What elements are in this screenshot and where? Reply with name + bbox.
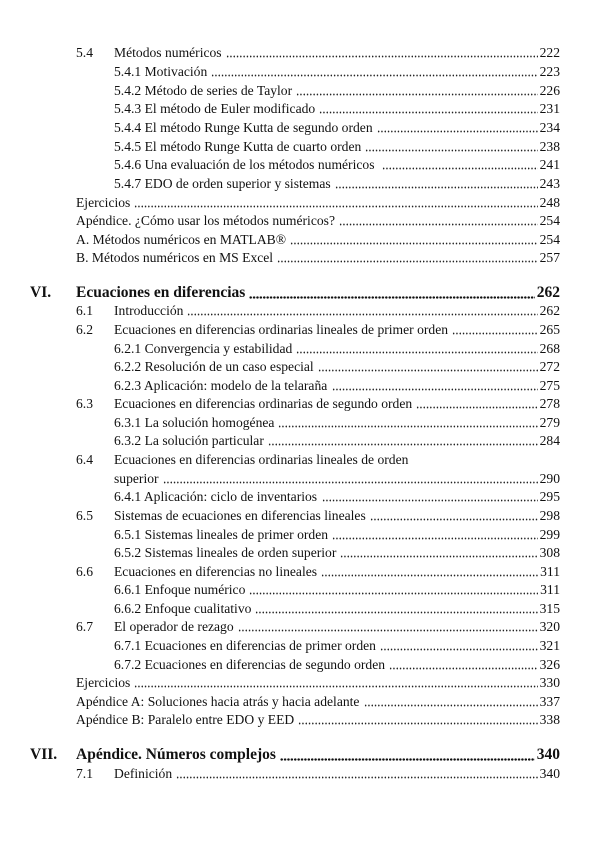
toc-entry-title: El operador de rezago [114,619,234,634]
toc-entry-row [0,692,600,711]
dot-leader [389,655,538,674]
toc-page-number: 223 [539,64,560,79]
toc-page-number: 311 [540,564,560,579]
dot-leader [176,764,537,783]
dot-leader [280,745,535,764]
toc-entry-row [0,301,600,320]
toc-entry-title: 6.7.1 Ecuaciones en diferencias de primer orden [114,638,376,653]
dot-leader [321,562,538,581]
toc-entry-title: 5.4.5 El método Runge Kutta de cuarto orden [114,139,362,154]
toc-entry-title: Introducción [114,303,184,318]
toc-entry-row [0,599,600,618]
toc-entry-title: 5.4.7 EDO de orden superior y sistemas [114,176,331,191]
toc-entry-title: 6.7.2 Ecuaciones en diferencias de segundo orden [114,657,386,672]
toc-entry-row [0,357,600,376]
toc-entry-title: 6.3.1 La solución homogénea [114,415,275,430]
toc-entry-title: 6.5.2 Sistemas lineales de orden superior [114,545,337,560]
dot-leader [318,357,538,376]
toc-entry-row [0,211,600,230]
toc-entry-row [0,99,600,118]
toc-entry-row [0,43,600,62]
toc-entry-row [0,764,600,783]
dot-leader [211,62,537,81]
toc-entry-title: superior [114,471,159,486]
toc-entry-row [0,413,600,432]
toc-page-number: 337 [539,694,560,709]
toc-page-number: 315 [539,601,560,616]
dot-leader [134,673,537,692]
toc-entry-number: 7.1 [76,766,93,781]
dot-leader [382,155,538,174]
toc-page-number: 272 [539,359,560,374]
dot-leader [278,413,537,432]
dot-leader [365,137,537,156]
toc-page-number: 275 [539,378,560,393]
toc-chapter-row [0,283,600,302]
toc-entry-title: Ejercicios [76,195,131,210]
toc-page-number: 290 [539,471,560,486]
toc-entry-title: 6.5.1 Sistemas lineales de primer orden [114,527,329,542]
toc-entry-title: Métodos numéricos [114,45,222,60]
toc-entry-title: Apéndice A: Soluciones hacia atrás y hacia adelante [76,694,360,709]
toc-entry-row [0,174,600,193]
toc-page-number: 254 [539,213,560,228]
toc-entry-title: 6.2.3 Aplicación: modelo de la telaraña [114,378,328,393]
toc-entry-title: Ecuaciones en diferencias ordinarias de segundo orden [114,396,413,411]
toc-entry-title: 5.4.3 El método de Euler modificado [114,101,316,116]
toc-entry-title: Ecuaciones en diferencias [76,284,246,301]
toc-entry-title: Definición [114,766,173,781]
toc-entry-title: 6.3.2 La solución particular [114,433,264,448]
toc-entry-number: 6.1 [76,303,93,318]
toc-page-number: 299 [539,527,560,542]
dot-leader [277,248,538,267]
toc-entry-row [0,636,600,655]
toc-entry-title: B. Métodos numéricos en MS Excel [76,250,274,265]
toc-page-number: 262 [539,303,560,318]
dot-leader [134,193,537,212]
toc-entry-row [0,81,600,100]
toc-entry-row [0,320,600,339]
toc-entry-title: 6.2.2 Resolución de un caso especial [114,359,314,374]
toc-entry-title: Ecuaciones en diferencias ordinarias lineales de orden [114,452,409,467]
dot-leader [249,283,534,302]
dot-leader [340,543,537,562]
toc-page-number: 295 [539,489,560,504]
toc-entry-title: 6.6.2 Enfoque cualitativo [114,601,252,616]
toc-entry-title: 6.2.1 Convergencia y estabilidad [114,341,293,356]
toc-page-number: 279 [539,415,560,430]
toc-entry-row [0,431,600,450]
toc-entry-row [0,376,600,395]
toc-entry-title: Ejercicios [76,675,131,690]
toc-entry-title: Apéndice. ¿Cómo usar los métodos numéricos? [76,213,335,228]
dot-leader [296,81,537,100]
toc-page-number: 231 [539,101,560,116]
toc-entry-row [0,193,600,212]
toc-entry-title: Ecuaciones en diferencias ordinarias lineales de primer orden [114,322,449,337]
toc-entry-number: 6.6 [76,564,93,579]
dot-leader [163,469,538,488]
toc-entry-row [0,487,600,506]
toc-entry-number: 6.4 [76,452,93,467]
toc-page-number: 330 [539,675,560,690]
dot-leader [364,692,537,711]
toc-entry-row [0,339,600,358]
dot-leader [377,118,538,137]
dot-leader [187,301,537,320]
dot-leader [290,230,538,249]
toc-entry-row [0,248,600,267]
toc-entry-title: 5.4.1 Motivación [114,64,208,79]
dot-leader [319,99,537,118]
toc-entry-row [0,710,600,729]
toc-entry-row [0,469,600,488]
toc-page-number: 238 [539,139,560,154]
toc-page-number: 265 [539,322,560,337]
dot-leader [322,487,538,506]
toc-entry-row [0,394,600,413]
toc-page-number: 243 [539,176,560,191]
toc-page-number: 234 [539,120,560,135]
toc-entry-row [0,562,600,581]
dot-leader [416,394,537,413]
dot-leader [452,320,538,339]
toc-entry-row [0,543,600,562]
dot-leader [268,431,538,450]
toc-entry-row [0,655,600,674]
toc-page-number: 248 [539,195,560,210]
toc-entry-number: 6.2 [76,322,93,337]
dot-leader [249,580,538,599]
toc-page-number: 254 [539,232,560,247]
toc-entry-row [0,137,600,156]
toc-entry-row [0,506,600,525]
toc-page-number: 222 [539,45,560,60]
toc-page-number: 241 [539,157,560,172]
dot-leader [332,376,538,395]
toc-entry-row [0,118,600,137]
dot-leader [298,710,537,729]
toc-page-number: 298 [539,508,560,523]
toc-entry-title: Apéndice B: Paralelo entre EDO y EED [76,712,295,727]
toc-entry-title: Apéndice. Números complejos [76,746,276,763]
toc-page-number: 338 [539,712,560,727]
toc-page-number: 311 [540,582,560,597]
toc-page-number: 321 [539,638,560,653]
dot-leader [296,339,537,358]
toc-entry-title: Ecuaciones en diferencias no lineales [114,564,318,579]
toc-entry-number: 6.3 [76,396,93,411]
toc-page-number: 320 [539,619,560,634]
toc-entry-title: 6.4.1 Aplicación: ciclo de inventarios [114,489,318,504]
toc-entry-number: VI. [30,284,52,301]
toc-page-number: 326 [539,657,560,672]
toc-entry-row [0,580,600,599]
toc-page-number: 284 [539,433,560,448]
toc-page-number: 262 [536,284,560,301]
toc-entry-title: 6.6.1 Enfoque numérico [114,582,246,597]
toc-entry-number: VII. [30,746,58,763]
toc-entry-number: 6.7 [76,619,93,634]
dot-leader [380,636,538,655]
dot-leader [255,599,537,618]
toc-entry-title: 5.4.6 Una evaluación de los métodos numéricos [114,157,375,172]
toc-page-number: 340 [539,766,560,781]
dot-leader [335,174,538,193]
toc-entry-title: Sistemas de ecuaciones en diferencias lineales [114,508,366,523]
toc-entry-title: 5.4.4 El método Runge Kutta de segundo orden [114,120,373,135]
toc-page-number: 340 [536,746,560,763]
toc-entry-row [0,62,600,81]
toc-entry-row [0,230,600,249]
toc-chapter-row [0,745,600,764]
dot-leader [339,211,538,230]
toc-entry-row [0,525,600,544]
toc-entry-row [0,155,600,174]
toc-entry-title: 5.4.2 Método de series de Taylor [114,83,293,98]
toc-entry-title: A. Métodos numéricos en MATLAB® [76,232,287,247]
toc-page-number: 278 [539,396,560,411]
toc-page-number: 257 [539,250,560,265]
toc-entry-row [0,673,600,692]
dot-leader [226,43,538,62]
toc-page-number: 268 [539,341,560,356]
dot-leader [332,525,538,544]
toc-entry-number: 6.5 [76,508,93,523]
dot-leader [370,506,538,525]
toc-entry-number: 5.4 [76,45,93,60]
toc-page-number: 226 [539,83,560,98]
dot-leader [238,617,538,636]
toc-entry-row [0,450,600,469]
toc-entry-row [0,617,600,636]
toc-page-number: 308 [539,545,560,560]
